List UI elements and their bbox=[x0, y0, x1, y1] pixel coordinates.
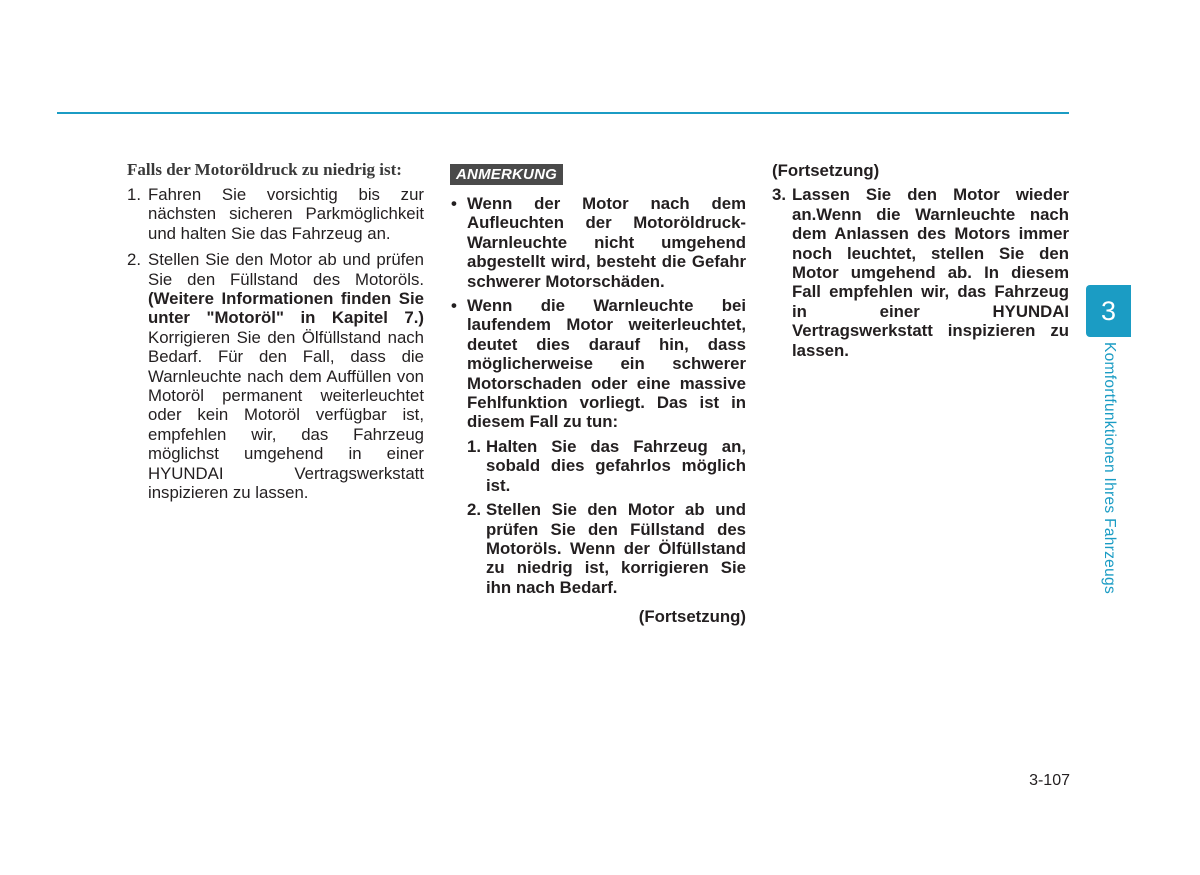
header-rule bbox=[57, 112, 1069, 114]
list-item bbox=[127, 250, 424, 502]
page-number: 3-107 bbox=[1029, 772, 1070, 789]
list-item-text: Fahren Sie vorsichtig bis zur nächsten sicheren Parkmöglichkeit und halten Sie das Fahrzeug an. bbox=[148, 185, 424, 243]
list-item-text-end: Korrigieren Sie den Ölfüllstand nach Bedarf. Für den Fall, dass die Warnleuchte nach dem Auffüllen von Motoröl permanent weiterleuchtet oder kein Motoröl verfügbar ist, empfehlen wir, das Fahrzeug möglichst umgehend in einer HYUNDAI Vertragswerkstatt inspizieren zu lassen. bbox=[148, 327, 424, 503]
continued-list bbox=[772, 185, 1069, 360]
bullet-item bbox=[450, 194, 746, 291]
bullet-text: Wenn der Motor nach dem Aufleuchten der Motoröldruck-Warnleuchte nicht umgehend abgestellt wird, besteht die Gefahr schwerer Motorschäden. bbox=[467, 194, 746, 291]
middle-column bbox=[450, 160, 746, 627]
list-item-number: 1. bbox=[127, 185, 141, 204]
bullet-item bbox=[450, 296, 746, 602]
sub-list-text: Stellen Sie den Motor ab und prüfen Sie den Füllstand des Motoröls. Wenn der Ölfüllstand zu niedrig ist, korrigieren Sie ihn nach Bedarf. bbox=[486, 500, 746, 597]
cross-reference: (Weitere Informationen finden Sie unter "Motoröl" in Kapitel 7.) bbox=[148, 289, 424, 328]
sub-list-number: 1. bbox=[467, 436, 481, 456]
left-column bbox=[127, 160, 424, 510]
chapter-title: Komfortfunktionen Ihres Fahrzeugs bbox=[1101, 342, 1118, 594]
chapter-tab: 3 bbox=[1086, 285, 1131, 337]
sub-list bbox=[467, 437, 746, 597]
sub-list-text: Halten Sie das Fahrzeug an, sobald dies gefahrlos möglich ist. bbox=[486, 436, 746, 495]
note-label: ANMERKUNG bbox=[450, 164, 563, 185]
section-subheading: Falls der Motoröldruck zu niedrig ist: bbox=[127, 160, 402, 179]
procedure-list bbox=[127, 185, 424, 503]
bullet-text: Wenn die Warnleuchte bei laufendem Motor weiterleuchtet, deutet dies darauf hin, dass möglicherweise ein schwerer Motorschaden oder eine massive Fehlfunktion vorliegt. Das ist in diesem Fall zu tun: bbox=[467, 296, 746, 432]
bullet-icon: • bbox=[451, 194, 457, 213]
sub-list-number: 2. bbox=[467, 500, 481, 520]
sub-list-item bbox=[467, 437, 746, 495]
right-column bbox=[772, 160, 1069, 360]
bullet-icon: • bbox=[451, 296, 457, 316]
list-item-text: Lassen Sie den Motor wieder an.Wenn die Warnleuchte nach dem Anlassen des Motors immer noch leuchtet, stellen Sie den Motor umgehend ab. In diesem Fall empfehlen wir, das Fahrzeug in einer HYUNDAI Vertragswerkstatt inspizieren zu lassen. bbox=[792, 185, 1069, 360]
bullet-content bbox=[467, 296, 746, 602]
list-item-text-start: Stellen Sie den Motor ab und prüfen Sie den Füllstand des Motoröls. bbox=[148, 250, 424, 289]
list-item bbox=[127, 185, 424, 243]
list-item-number: 2. bbox=[127, 250, 141, 270]
list-item-number: 3. bbox=[772, 185, 786, 205]
list-item bbox=[772, 185, 1069, 360]
sub-list-item bbox=[467, 500, 746, 597]
note-bullets bbox=[450, 194, 746, 602]
list-item-text bbox=[148, 250, 424, 502]
continuation-label: (Fortsetzung) bbox=[772, 161, 880, 180]
continued-label: (Fortsetzung) bbox=[638, 607, 746, 627]
